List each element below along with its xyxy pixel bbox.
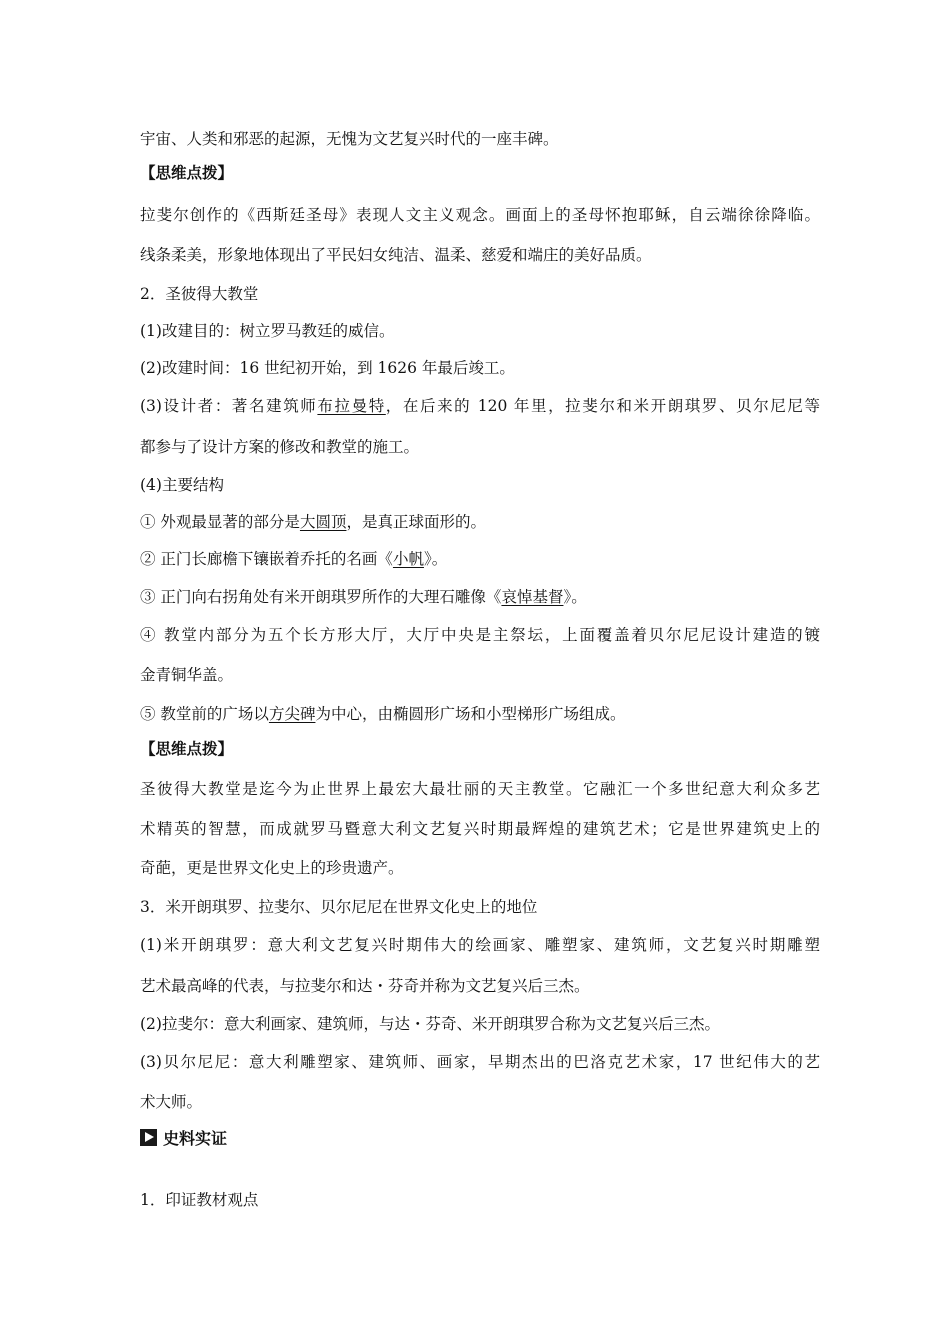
thinking-tip-heading-2: 【思维点拨】 (140, 739, 234, 758)
section-heading (140, 1127, 227, 1147)
underlined-term: 小帆 (392, 550, 424, 568)
point-4: (4)主要结构 (140, 476, 224, 494)
point-2: (2)改建时间：16 世纪初开始，到 1626 年最后竣工。 (140, 359, 515, 377)
structure-2: ② 正门长廊檐下镶嵌着乔托的名画《小帆》。 (140, 550, 448, 568)
play-icon (140, 1129, 157, 1146)
structure-3: ③ 正门向右拐角处有米开朗琪罗所作的大理石雕像《哀悼基督》。 (140, 588, 587, 606)
heading-status: 3．米开朗琪罗、拉斐尔、贝尔尼尼在世界文化史上的地位 (140, 898, 538, 916)
tip1-line-1: 拉斐尔创作的《西斯廷圣母》表现人文主义观念。画面上的圣母怀抱耶稣，自云端徐徐降临。 (140, 206, 820, 224)
underlined-term: 方尖碑 (268, 705, 316, 723)
tip2-line-2: 术精英的智慧，而成就罗马暨意大利文艺复兴时期最辉煌的建筑艺术；它是世界建筑史上的 (140, 820, 820, 838)
michelangelo-line-2: 艺术最高峰的代表，与拉斐尔和达・芬奇并称为文艺复兴后三杰。 (140, 977, 590, 995)
structure-4-line-1: ④ 教堂内部分为五个长方形大厅，大厅中央是主祭坛，上面覆盖着贝尔尼尼设计建造的镀 (140, 626, 820, 644)
point-3-line-2: 都参与了设计方案的修改和教堂的施工。 (140, 438, 420, 456)
tip2-line-1: 圣彼得大教堂是迄今为止世界上最宏大最壮丽的天主教堂。它融汇一个多世纪意大利众多艺 (140, 780, 820, 798)
structure-4-line-2: 金青铜华盖。 (140, 666, 234, 684)
heading-st-peters: 2．圣彼得大教堂 (140, 285, 259, 303)
subsection-1: 1．印证教材观点 (140, 1191, 259, 1209)
section-title: 史料实证 (163, 1128, 228, 1148)
structure-5: ⑤ 教堂前的广场以方尖碑为中心，由椭圆形广场和小型梯形广场组成。 (140, 705, 626, 723)
underlined-term: 大圆顶 (299, 513, 347, 531)
structure-1: ① 外观最显著的部分是大圆顶，是真正球面形的。 (140, 513, 486, 531)
michelangelo-line-1: (1)米开朗琪罗：意大利文艺复兴时期伟大的绘画家、雕塑家、建筑师，文艺复兴时期雕塑 (140, 936, 820, 954)
bernini-line-1: (3)贝尔尼尼：意大利雕塑家、建筑师、画家，早期杰出的巴洛克艺术家，17 世纪伟大的艺 (140, 1053, 820, 1071)
bernini-line-2: 术大师。 (140, 1093, 203, 1111)
tip1-line-2: 线条柔美，形象地体现出了平民妇女纯洁、温柔、慈爱和端庄的美好品质。 (140, 246, 652, 264)
underlined-term: 哀悼基督 (501, 588, 564, 606)
point-1: (1)改建目的：树立罗马教廷的威信。 (140, 322, 395, 340)
tip2-line-3: 奇葩，更是世界文化史上的珍贵遗产。 (140, 859, 404, 877)
line-1: 宇宙、人类和邪恶的起源，无愧为文艺复兴时代的一座丰碑。 (140, 130, 559, 148)
point-3-line-1: (3)设计者：著名建筑师布拉曼特，在后来的 120 年里，拉斐尔和米开朗琪罗、贝尔尼尼等 (140, 397, 820, 415)
raphael-line: (2)拉斐尔：意大利画家、建筑师，与达・芬奇、米开朗琪罗合称为文艺复兴后三杰。 (140, 1015, 720, 1033)
underlined-term: 布拉曼特 (317, 397, 386, 415)
thinking-tip-heading-1: 【思维点拨】 (140, 163, 234, 182)
